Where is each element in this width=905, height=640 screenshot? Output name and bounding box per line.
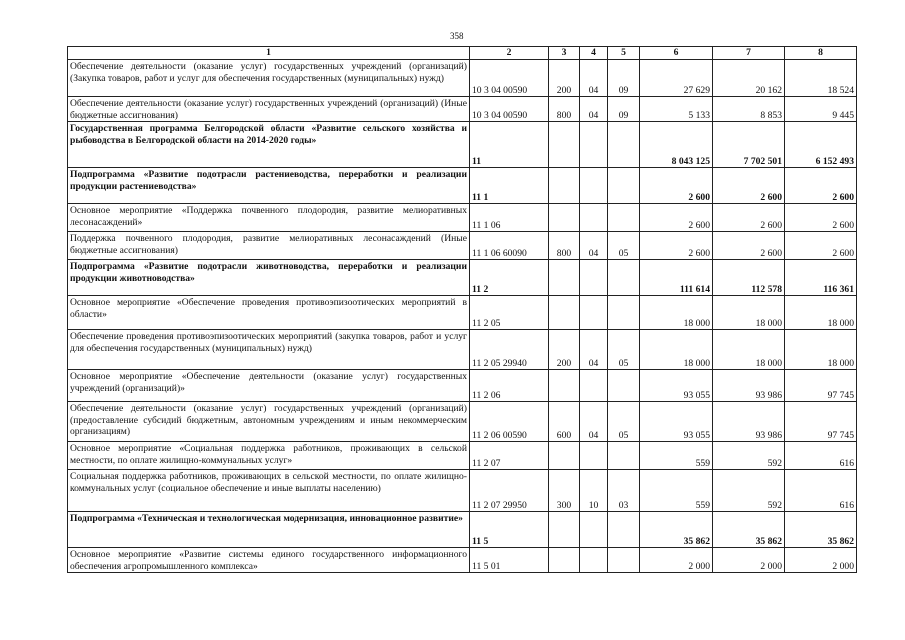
expense-type-cell: 600 xyxy=(549,402,580,442)
amount-2020-cell: 18 000 xyxy=(785,330,857,370)
expense-type-cell xyxy=(549,370,580,402)
expense-type-cell xyxy=(549,296,580,330)
code-cell: 11 2 07 xyxy=(470,442,549,470)
description-cell: Основное мероприятие «Обеспечение проведения противоэпизоотических мероприятий в области» xyxy=(68,296,470,330)
subsection-cell xyxy=(608,296,640,330)
amount-2019-cell: 8 853 xyxy=(713,97,785,122)
amount-2018-cell: 27 629 xyxy=(640,60,713,97)
section-cell xyxy=(580,168,608,204)
amount-2019-cell: 2 600 xyxy=(713,232,785,260)
amount-2020-cell: 18 000 xyxy=(785,296,857,330)
table-row xyxy=(68,442,857,470)
subsection-cell: 09 xyxy=(608,97,640,122)
section-cell xyxy=(580,296,608,330)
amount-2018-cell: 35 862 xyxy=(640,512,713,548)
expense-type-cell: 200 xyxy=(549,60,580,97)
expense-type-cell: 300 xyxy=(549,470,580,512)
amount-2019-cell: 112 578 xyxy=(713,260,785,296)
amount-2019-cell: 7 702 501 xyxy=(713,122,785,168)
amount-2018-cell: 2 600 xyxy=(640,168,713,204)
table-row xyxy=(68,470,857,512)
code-cell: 10 3 04 00590 xyxy=(470,97,549,122)
code-cell: 11 xyxy=(470,122,549,168)
amount-2020-cell: 616 xyxy=(785,442,857,470)
subsection-cell xyxy=(608,548,640,573)
section-cell xyxy=(580,512,608,548)
table-row xyxy=(68,60,857,97)
description-cell: Обеспечение деятельности (оказание услуг) государственных учреждений (организаций) (Закупка товаров, работ и услуг для обеспечения государственных (муниципальных) нужд) xyxy=(68,60,470,97)
code-cell: 11 1 06 60090 xyxy=(470,232,549,260)
code-cell: 11 2 xyxy=(470,260,549,296)
header-cell: 2 xyxy=(470,47,549,60)
amount-2018-cell: 111 614 xyxy=(640,260,713,296)
section-cell xyxy=(580,204,608,232)
amount-2018-cell: 93 055 xyxy=(640,370,713,402)
section-cell xyxy=(580,122,608,168)
amount-2018-cell: 18 000 xyxy=(640,330,713,370)
subsection-cell xyxy=(608,512,640,548)
description-cell: Подпрограмма «Развитие подотрасли животноводства, переработки и реализации продукции животноводства» xyxy=(68,260,470,296)
header-cell: 1 xyxy=(68,47,470,60)
amount-2018-cell: 2 600 xyxy=(640,204,713,232)
amount-2019-cell: 20 162 xyxy=(713,60,785,97)
section-cell: 04 xyxy=(580,330,608,370)
amount-2020-cell: 18 524 xyxy=(785,60,857,97)
subsection-cell xyxy=(608,370,640,402)
description-cell: Подпрограмма «Развитие подотрасли растениеводства, переработки и реализации продукции растениеводства» xyxy=(68,168,470,204)
amount-2018-cell: 559 xyxy=(640,470,713,512)
subsection-cell: 05 xyxy=(608,232,640,260)
amount-2020-cell: 35 862 xyxy=(785,512,857,548)
subsection-cell xyxy=(608,442,640,470)
subsection-cell: 09 xyxy=(608,60,640,97)
description-cell: Социальная поддержка работников, проживающих в сельской местности, по оплате жилищно-коммунальных услуг (социальное обеспечение и иные выплаты населению) xyxy=(68,470,470,512)
amount-2020-cell: 2 600 xyxy=(785,168,857,204)
header-cell: 5 xyxy=(608,47,640,60)
amount-2018-cell: 8 043 125 xyxy=(640,122,713,168)
subsection-cell: 05 xyxy=(608,402,640,442)
code-cell: 11 2 06 00590 xyxy=(470,402,549,442)
description-cell: Обеспечение проведения противоэпизоотических мероприятий (закупка товаров, работ и услуг для обеспечения государственных (муниципальных) нужд) xyxy=(68,330,470,370)
description-cell: Обеспечение деятельности (оказание услуг) государственных учреждений (организаций) (Иные бюджетные ассигнования) xyxy=(68,97,470,122)
subsection-cell xyxy=(608,204,640,232)
code-cell: 11 2 07 29950 xyxy=(470,470,549,512)
amount-2019-cell: 592 xyxy=(713,470,785,512)
subsection-cell: 03 xyxy=(608,470,640,512)
description-cell: Основное мероприятие «Социальная поддержка работников, проживающих в сельской местности, по оплате жилищно-коммунальных услуг» xyxy=(68,442,470,470)
table-row xyxy=(68,512,857,548)
expense-type-cell xyxy=(549,122,580,168)
amount-2018-cell: 18 000 xyxy=(640,296,713,330)
section-cell: 04 xyxy=(580,97,608,122)
amount-2020-cell: 6 152 493 xyxy=(785,122,857,168)
description-cell: Подпрограмма «Техническая и технологическая модернизация, инновационное развитие» xyxy=(68,512,470,548)
expense-type-cell xyxy=(549,512,580,548)
header-cell: 8 xyxy=(785,47,857,60)
expense-type-cell: 200 xyxy=(549,330,580,370)
expense-type-cell: 800 xyxy=(549,97,580,122)
table-header-row xyxy=(68,47,857,60)
amount-2019-cell: 93 986 xyxy=(713,370,785,402)
section-cell: 04 xyxy=(580,402,608,442)
budget-table xyxy=(67,46,857,573)
expense-type-cell: 800 xyxy=(549,232,580,260)
header-cell: 7 xyxy=(713,47,785,60)
description-cell: Основное мероприятие «Развитие системы единого государственного информационного обеспечения агропромышленного комплекса» xyxy=(68,548,470,573)
section-cell xyxy=(580,442,608,470)
expense-type-cell xyxy=(549,204,580,232)
table-row xyxy=(68,260,857,296)
code-cell: 11 2 05 29940 xyxy=(470,330,549,370)
header-cell: 6 xyxy=(640,47,713,60)
description-cell: Обеспечение деятельности (оказание услуг) государственных учреждений (организаций) (предоставление субсидий бюджетным, автономным учреждениям и иным некоммерческим организациям) xyxy=(68,402,470,442)
code-cell: 11 2 06 xyxy=(470,370,549,402)
description-cell: Основное мероприятие «Поддержка почвенного плодородия, развитие мелиоративных лесонасаждений» xyxy=(68,204,470,232)
code-cell: 11 1 xyxy=(470,168,549,204)
section-cell xyxy=(580,370,608,402)
table-row xyxy=(68,370,857,402)
header-cell: 4 xyxy=(580,47,608,60)
amount-2019-cell: 2 600 xyxy=(713,168,785,204)
table-row xyxy=(68,548,857,573)
amount-2019-cell: 592 xyxy=(713,442,785,470)
section-cell xyxy=(580,548,608,573)
expense-type-cell xyxy=(549,260,580,296)
table-row xyxy=(68,232,857,260)
subsection-cell xyxy=(608,168,640,204)
expense-type-cell xyxy=(549,168,580,204)
amount-2018-cell: 2 600 xyxy=(640,232,713,260)
description-cell: Основное мероприятие «Обеспечение деятельности (оказание услуг) государственных учреждений (организаций)» xyxy=(68,370,470,402)
code-cell: 11 2 05 xyxy=(470,296,549,330)
table-row xyxy=(68,330,857,370)
table-row xyxy=(68,204,857,232)
amount-2019-cell: 93 986 xyxy=(713,402,785,442)
description-cell: Поддержка почвенного плодородия, развитие мелиоративных лесонасаждений (Иные бюджетные ассигнования) xyxy=(68,232,470,260)
subsection-cell xyxy=(608,122,640,168)
page-number: 358 xyxy=(450,31,464,41)
code-cell: 10 3 04 00590 xyxy=(470,60,549,97)
expense-type-cell xyxy=(549,548,580,573)
table-row xyxy=(68,168,857,204)
amount-2019-cell: 2 000 xyxy=(713,548,785,573)
table-row xyxy=(68,296,857,330)
amount-2020-cell: 97 745 xyxy=(785,402,857,442)
amount-2019-cell: 2 600 xyxy=(713,204,785,232)
amount-2020-cell: 9 445 xyxy=(785,97,857,122)
amount-2018-cell: 93 055 xyxy=(640,402,713,442)
amount-2020-cell: 616 xyxy=(785,470,857,512)
amount-2018-cell: 559 xyxy=(640,442,713,470)
amount-2018-cell: 5 133 xyxy=(640,97,713,122)
amount-2020-cell: 2 600 xyxy=(785,204,857,232)
amount-2019-cell: 35 862 xyxy=(713,512,785,548)
code-cell: 11 5 xyxy=(470,512,549,548)
amount-2019-cell: 18 000 xyxy=(713,330,785,370)
amount-2020-cell: 97 745 xyxy=(785,370,857,402)
table-row xyxy=(68,97,857,122)
section-cell xyxy=(580,260,608,296)
section-cell: 04 xyxy=(580,60,608,97)
code-cell: 11 5 01 xyxy=(470,548,549,573)
section-cell: 04 xyxy=(580,232,608,260)
header-cell: 3 xyxy=(549,47,580,60)
subsection-cell xyxy=(608,260,640,296)
amount-2020-cell: 116 361 xyxy=(785,260,857,296)
expense-type-cell xyxy=(549,442,580,470)
description-cell: Государственная программа Белгородской области «Развитие сельского хозяйства и рыбоводства в Белгородской области на 2014-2020 годы» xyxy=(68,122,470,168)
table-row xyxy=(68,402,857,442)
amount-2020-cell: 2 600 xyxy=(785,232,857,260)
amount-2019-cell: 18 000 xyxy=(713,296,785,330)
amount-2018-cell: 2 000 xyxy=(640,548,713,573)
code-cell: 11 1 06 xyxy=(470,204,549,232)
table-row xyxy=(68,122,857,168)
section-cell: 10 xyxy=(580,470,608,512)
subsection-cell: 05 xyxy=(608,330,640,370)
amount-2020-cell: 2 000 xyxy=(785,548,857,573)
